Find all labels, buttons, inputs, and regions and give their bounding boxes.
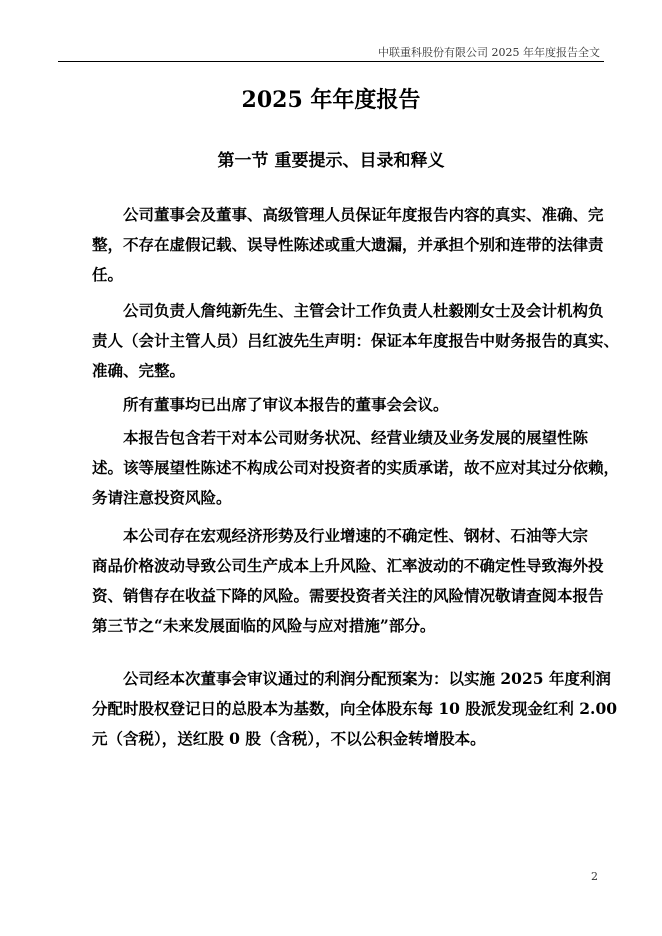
paragraph-risk-factors bbox=[92, 521, 604, 641]
paragraph-line: 资、销售存在收益下降的风险。需要投资者关注的风险情况敬请查阅本报告 bbox=[92, 586, 604, 605]
paragraph-line: 分配时股权登记日的总股本为基数，向全体股东每 10 股派发现金红利 2.00 bbox=[92, 699, 618, 718]
paragraph-line: 公司经本次董事会审议通过的利润分配预案为：以实施 2025 年度利润 bbox=[123, 669, 611, 688]
paragraph-line: 任。 bbox=[92, 265, 124, 284]
section-title: 第一节 重要提示、目录和释义 bbox=[217, 151, 445, 171]
paragraph-forward-looking bbox=[92, 423, 619, 513]
paragraph-line: 商品价格波动导致公司生产成本上升风险、汇率波动的不确定性导致海外投 bbox=[92, 556, 604, 575]
document-title: 2025 年年度报告 bbox=[241, 87, 421, 113]
paragraph-responsible-persons bbox=[92, 296, 619, 386]
paragraph-line: 整，不存在虚假记载、误导性陈述或重大遗漏，并承担个别和连带的法律责 bbox=[92, 235, 604, 254]
paragraph-board-guarantee bbox=[92, 200, 604, 290]
paragraph-line: 公司董事会及董事、高级管理人员保证年度报告内容的真实、准确、完 bbox=[123, 205, 604, 224]
paragraph-line: 第三节之“未来发展面临的风险与应对措施”部分。 bbox=[92, 616, 436, 635]
paragraph-profit-distribution bbox=[92, 664, 617, 754]
paragraph-line: 本报告包含若干对本公司财务状况、经营业绩及业务发展的展望性陈 bbox=[123, 428, 589, 447]
paragraph-line: 元（含税），送红股 0 股（含税），不以公积金转增股本。 bbox=[92, 729, 486, 748]
running-header: 中联重科股份有限公司 2025 年年度报告全文 bbox=[378, 46, 600, 59]
paragraph-line: 述。该等展望性陈述不构成公司对投资者的实质承诺，故不应对其过分依赖， bbox=[92, 458, 620, 477]
paragraph-line: 本公司存在宏观经济形势及行业增速的不确定性、钢材、石油等大宗 bbox=[123, 526, 589, 545]
paragraph-line: 所有董事均已出席了审议本报告的董事会会议。 bbox=[123, 395, 449, 414]
paragraph-line: 务请注意投资风险。 bbox=[92, 488, 232, 507]
paragraph-line: 公司负责人詹纯新先生、主管会计工作负责人杜毅刚女士及会计机构负 bbox=[123, 301, 604, 320]
paragraph-line: 准确、完整。 bbox=[92, 361, 186, 380]
paragraph-line: 责人（会计主管人员）吕红波先生声明：保证本年度报告中财务报告的真实、 bbox=[92, 331, 620, 350]
header-divider bbox=[58, 61, 604, 62]
page-number: 2 bbox=[591, 870, 598, 883]
paragraph-directors-attendance bbox=[92, 390, 449, 420]
